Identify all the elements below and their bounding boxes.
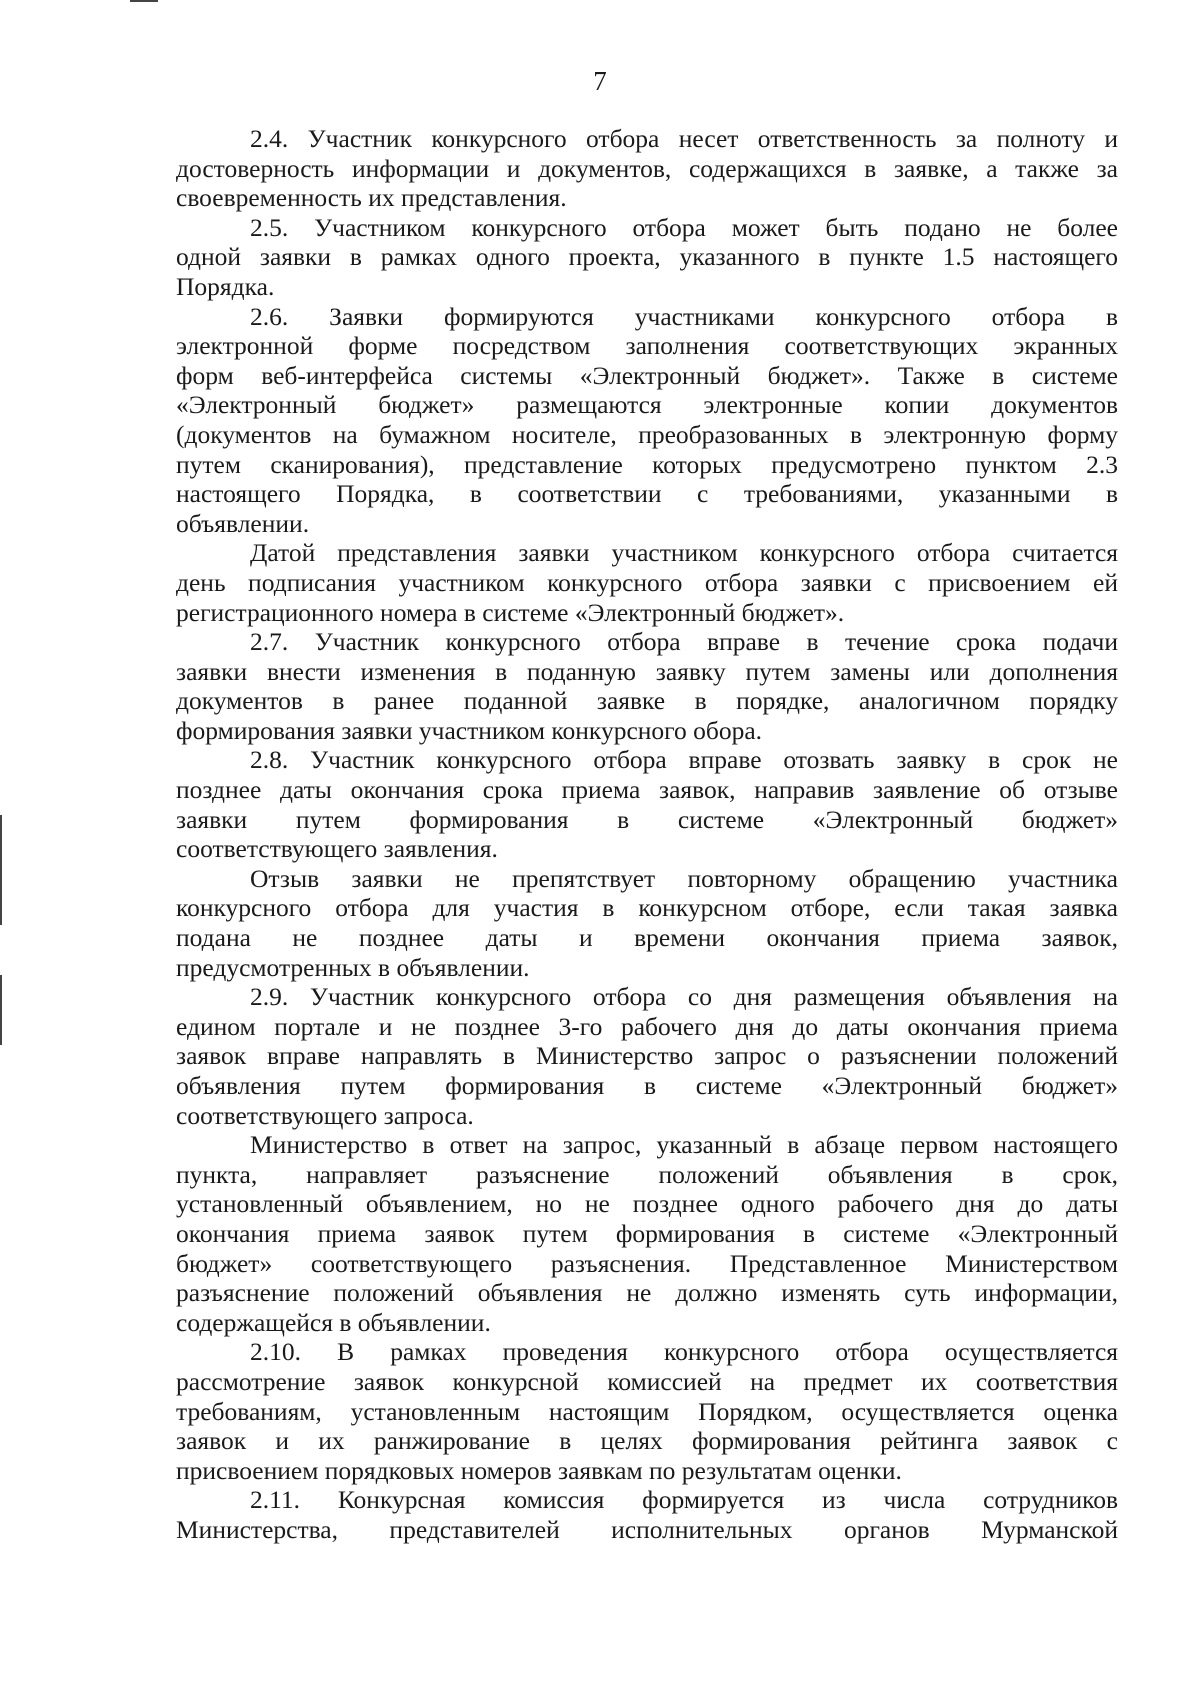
paragraph bbox=[176, 538, 1118, 627]
page-number: 7 bbox=[593, 66, 607, 96]
text-line: электронной форме посредством заполнения соответствующих экранных bbox=[176, 331, 1118, 361]
text-line: форм веб-интерфейса системы «Электронный бюджет». Также в системе bbox=[176, 360, 1118, 390]
text-line: конкурсного отбора для участия в конкурсном отборе, если такая заявка bbox=[176, 893, 1118, 923]
text-line: заявок и их ранжирование в целях формирования рейтинга заявок с bbox=[176, 1426, 1118, 1456]
scan-edge-mark bbox=[0, 815, 2, 925]
paragraph bbox=[176, 1337, 1118, 1485]
text-line: пункта, направляет разъяснение положений объявления в срок, bbox=[176, 1159, 1118, 1189]
text-line: требованиям, установленным настоящим Порядком, осуществляется оценка bbox=[176, 1396, 1118, 1426]
paragraph bbox=[176, 627, 1118, 745]
text-line: регистрационного номера в системе «Электронный бюджет». bbox=[176, 597, 845, 627]
text-line: окончания приема заявок путем формирования в системе «Электронный bbox=[176, 1218, 1118, 1248]
paragraph bbox=[176, 982, 1118, 1130]
text-line: заявки внести изменения в поданную заявку путем замены или дополнения bbox=[176, 656, 1118, 686]
text-line: (документов на бумажном носителе, преобразованных в электронную форму bbox=[176, 419, 1118, 449]
paragraph bbox=[176, 1130, 1118, 1337]
text-line: Порядка. bbox=[176, 271, 275, 301]
text-line: 2.6. Заявки формируются участниками конкурсного отбора в bbox=[250, 301, 1118, 331]
text-line: Министерства, представителей исполнительных органов Мурманской bbox=[176, 1514, 1118, 1544]
scan-edge-mark bbox=[130, 0, 158, 2]
text-line: объявления путем формирования в системе «Электронный бюджет» bbox=[176, 1071, 1118, 1100]
text-line: объявлении. bbox=[176, 508, 310, 538]
text-line: содержащейся в объявлении. bbox=[176, 1307, 491, 1337]
text-line: едином портале и не позднее 3-го рабочего дня до даты окончания приема bbox=[176, 1011, 1118, 1041]
paragraph bbox=[176, 745, 1118, 863]
text-line: заявки путем формирования в системе «Электронный бюджет» bbox=[176, 804, 1118, 834]
scan-edge-mark bbox=[0, 975, 2, 1045]
text-line: 2.7. Участник конкурсного отбора вправе в течение срока подачи bbox=[250, 627, 1118, 657]
text-line: путем сканирования), представление которых предусмотрено пунктом 2.3 bbox=[176, 449, 1118, 479]
document-body bbox=[176, 124, 1118, 1545]
text-line: день подписания участником конкурсного отбора заявки с присвоением ей bbox=[176, 567, 1118, 597]
text-line: подана не позднее даты и времени окончания приема заявок, bbox=[176, 923, 1118, 953]
paragraph bbox=[176, 124, 1118, 213]
text-line: Датой представления заявки участником конкурсного отбора считается bbox=[250, 538, 1118, 568]
text-line: 2.9. Участник конкурсного отбора со дня размещения объявления на bbox=[250, 982, 1118, 1012]
text-line: установленный объявлением, но не позднее одного рабочего дня до даты bbox=[176, 1189, 1118, 1219]
text-line: заявок вправе направлять в Министерство запрос о разъяснении положений bbox=[176, 1041, 1118, 1071]
text-line: 2.4. Участник конкурсного отбора несет ответственность за полноту и bbox=[250, 124, 1118, 153]
text-line: присвоением порядковых номеров заявкам по результатам оценки. bbox=[176, 1455, 902, 1485]
text-line: рассмотрение заявок конкурсной комиссией на предмет их соответствия bbox=[176, 1366, 1118, 1396]
text-line: достоверность информации и документов, содержащихся в заявке, а также за bbox=[176, 153, 1118, 183]
text-line: формирования заявки участником конкурсного обора. bbox=[176, 715, 763, 745]
text-line: 2.11. Конкурсная комиссия формируется из числа сотрудников bbox=[250, 1485, 1118, 1515]
text-line: 2.5. Участником конкурсного отбора может быть подано не более bbox=[250, 212, 1118, 242]
text-line: Отзыв заявки не препятствует повторному обращению участника bbox=[250, 863, 1118, 893]
text-line: бюджет» соответствующего разъяснения. Представленное Министерством bbox=[176, 1248, 1118, 1278]
text-line: соответствующего заявления. bbox=[176, 834, 498, 864]
text-line: «Электронный бюджет» размещаются электронные копии документов bbox=[176, 390, 1118, 420]
text-line: соответствующего запроса. bbox=[176, 1100, 474, 1130]
paragraph bbox=[176, 302, 1118, 539]
text-line: Министерство в ответ на запрос, указанный в абзаце первом настоящего bbox=[250, 1130, 1118, 1160]
text-line: позднее даты окончания срока приема заявок, направив заявление об отзыве bbox=[176, 775, 1118, 805]
text-line: документов в ранее поданной заявке в порядке, аналогичном порядку bbox=[176, 686, 1118, 716]
text-line: предусмотренных в объявлении. bbox=[176, 952, 530, 982]
paragraph bbox=[176, 864, 1118, 982]
text-line: своевременность их представления. bbox=[176, 183, 567, 213]
text-line: настоящего Порядка, в соответствии с требованиями, указанными в bbox=[176, 479, 1118, 509]
text-line: одной заявки в рамках одного проекта, указанного в пункте 1.5 настоящего bbox=[176, 242, 1118, 272]
text-line: 2.10. В рамках проведения конкурсного отбора осуществляется bbox=[250, 1337, 1118, 1367]
text-line: 2.8. Участник конкурсного отбора вправе отозвать заявку в срок не bbox=[250, 745, 1118, 775]
paragraph bbox=[176, 1485, 1118, 1544]
text-line: разъяснение положений объявления не должно изменять суть информации, bbox=[176, 1278, 1118, 1308]
paragraph bbox=[176, 213, 1118, 302]
